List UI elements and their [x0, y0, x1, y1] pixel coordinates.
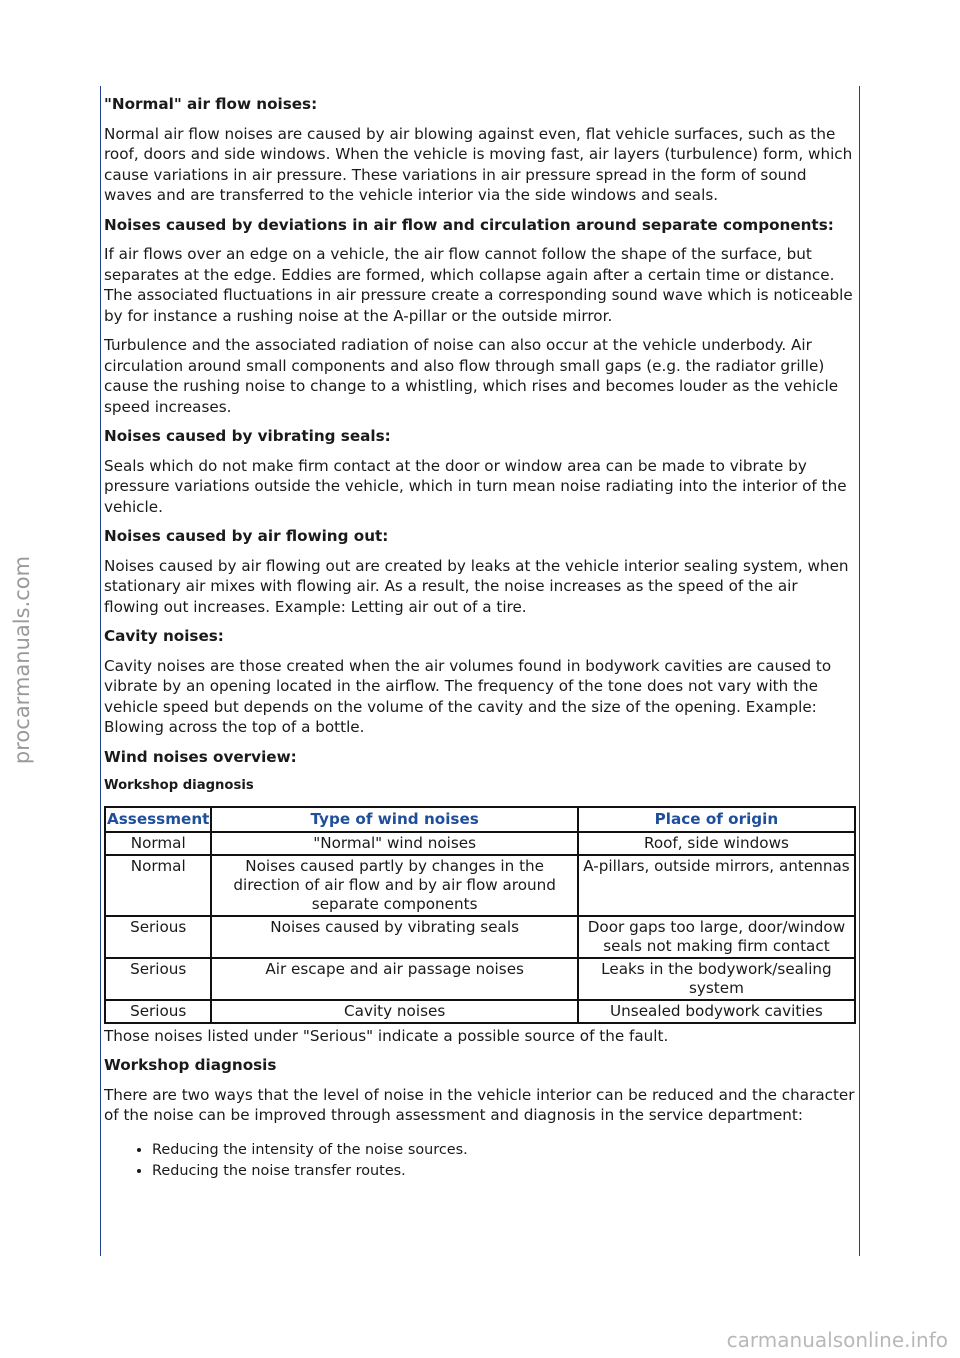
bottom-watermark: carmanualsonline.info — [726, 1328, 948, 1352]
column-header-type: Type of wind noises — [211, 807, 577, 832]
cell-place: Leaks in the bodywork/sealing system — [578, 958, 855, 1000]
heading-deviation-noises: Noises caused by deviations in air flow and circulation around separate components: — [104, 215, 834, 234]
cell-assessment: Normal — [105, 855, 211, 916]
cell-assessment: Serious — [105, 958, 211, 1000]
cell-place: Unsealed bodywork cavities — [578, 1000, 855, 1023]
table-row — [105, 916, 855, 958]
table-row — [105, 1000, 855, 1023]
paragraph-after-table: Those noises listed under "Serious" indicate a possible source of the fault. — [104, 1026, 669, 1045]
table-caption: Workshop diagnosis — [104, 778, 254, 793]
list-item: • Reducing the noise transfer routes. — [152, 1161, 856, 1182]
table-row — [105, 832, 855, 855]
cell-assessment: Normal — [105, 832, 211, 855]
cell-type: Noises caused partly by changes in the direction of air flow and by air flow around separate components — [211, 855, 577, 916]
paragraph-deviation-1: If air flows over an edge on a vehicle, the air flow cannot follow the shape of the surface, but separates at the edge. Eddies are formed, which collapse again after a certain time or distance. The associated fluctuations in air pressure create a corresponding sound wave which is noticeable by for instance a rushing noise at the A-pillar or the outside mirror. — [104, 245, 853, 325]
cell-place: Door gaps too large, door/window seals not making firm contact — [578, 916, 855, 958]
paragraph-cavity-noises: Cavity noises are those created when the air volumes found in bodywork cavities are caused to vibrate by an opening located in the airflow. The frequency of the tone does not vary with the vehicle speed but depends on the volume of the cavity and the size of the opening. Example: Blowing across the top of a bottle. — [104, 656, 832, 736]
cell-place: A-pillars, outside mirrors, antennas — [578, 855, 855, 916]
paragraph-air-flowing-out: Noises caused by air flowing out are created by leaks at the vehicle interior sealing system, when stationary air mixes with flowing air. As a result, the noise increases as the speed of the air flowing out increases. Example: Letting air out of a tire. — [104, 556, 849, 616]
wind-noises-table — [104, 806, 856, 1024]
cell-assessment: Serious — [105, 916, 211, 958]
paragraph-vibrating-seals: Seals which do not make firm contact at the door or window area can be made to vibrate by pressure variations outside the vehicle, which in turn mean noise radiating into the interior of the vehicle. — [104, 456, 847, 516]
cell-type: Noises caused by vibrating seals — [211, 916, 577, 958]
table-row — [105, 958, 855, 1000]
diagnosis-bullet-list — [104, 1140, 856, 1182]
paragraph-deviation-2: Turbulence and the associated radiation of noise can also occur at the vehicle underbody. Air circulation around small components and also flow through small gaps (e.g. the radiator grille) cause the rushing noise to change to a whistling, which rises and becomes louder as the vehicle speed increases. — [104, 336, 839, 416]
cell-type: Air escape and air passage noises — [211, 958, 577, 1000]
cell-assessment: Serious — [105, 1000, 211, 1023]
heading-air-flowing-out: Noises caused by air flowing out: — [104, 527, 389, 545]
heading-workshop-diagnosis: Workshop diagnosis — [104, 1056, 277, 1074]
table-row — [105, 855, 855, 916]
cell-type: "Normal" wind noises — [211, 832, 577, 855]
paragraph-normal-air-flow: Normal air flow noises are caused by air blowing against even, flat vehicle surfaces, such as the roof, doors and side windows. When the vehicle is moving fast, air layers (turbulence) form, which cause variations in air pressure. These variations in air pressure spread in the form of sound waves and are transferred to the vehicle interior via the side windows and seals. — [104, 124, 853, 204]
cell-type: Cavity noises — [211, 1000, 577, 1023]
document-body — [104, 94, 856, 1183]
paragraph-workshop-diagnosis: There are two ways that the level of noise in the vehicle interior can be reduced and the character of the noise can be improved through assessment and diagnosis in the service department: — [104, 1085, 855, 1124]
heading-wind-noises-overview: Wind noises overview: — [104, 747, 297, 766]
list-item: • Reducing the intensity of the noise sources. — [152, 1140, 856, 1161]
left-margin-rule — [100, 86, 101, 1256]
table-header-row — [105, 807, 855, 832]
heading-vibrating-seals: Noises caused by vibrating seals: — [104, 427, 391, 445]
cell-place: Roof, side windows — [578, 832, 855, 855]
side-watermark: procarmanuals.com — [10, 555, 34, 765]
column-header-assessment: Assessment — [105, 807, 211, 832]
column-header-place: Place of origin — [578, 807, 855, 832]
right-margin-rule — [859, 86, 860, 1256]
heading-normal-air-flow: "Normal" air flow noises: — [104, 95, 318, 113]
heading-cavity-noises: Cavity noises: — [104, 627, 224, 645]
